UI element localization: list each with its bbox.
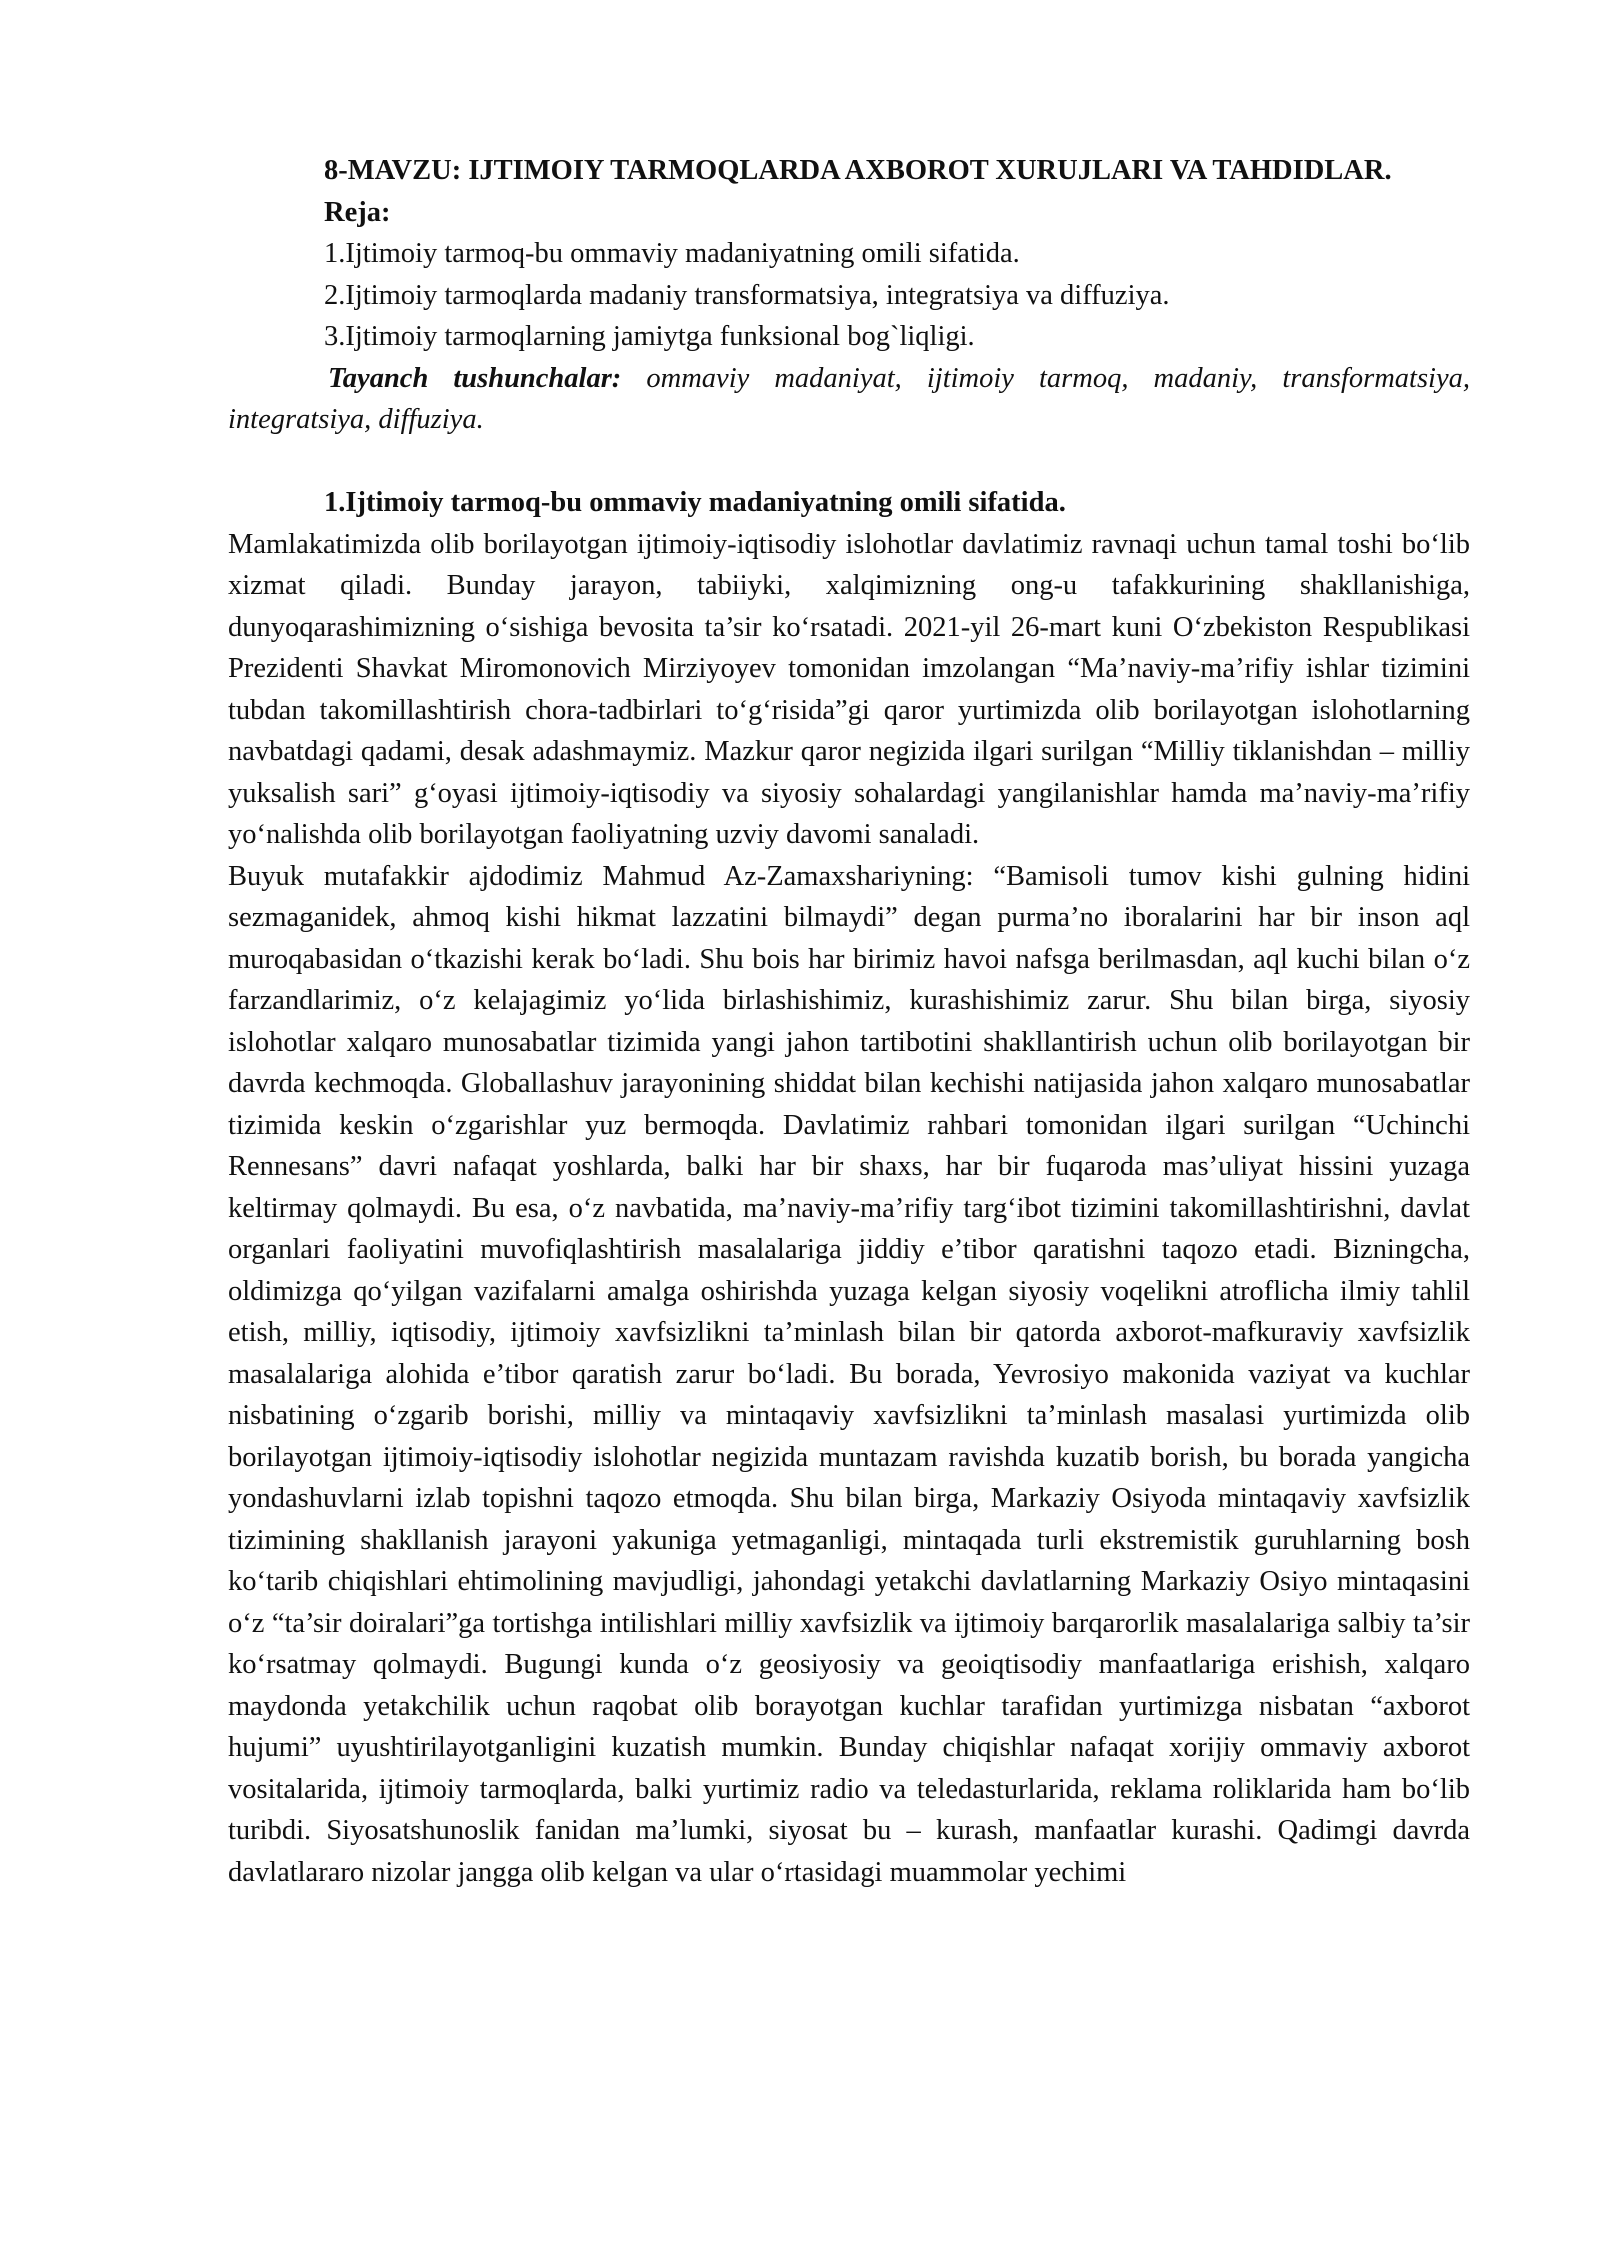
keywords-text: ommaviy madaniyat, ijtimoiy tarmoq, madaniy, transformatsiya, integratsiya, diffuziya. — [228, 362, 1470, 435]
paragraph-2: Buyuk mutafakkir ajdodimiz Mahmud Az-Zamaxshariyning: “Bamisoli tumov kishi gulning hidini sezmaganidek, ahmoq kishi hikmat lazzatini bilmaydi” degan purma’no iboralarini har bir inson aql muroqabasidan o‘tkazishi kerak bo‘ladi. Shu bois har birimiz havoi nafsga berilmasdan, aql kuchi bilan o‘z farzandlarimiz, o‘z kelajagimiz yo‘lida birlashishimiz, kurashishimiz zarur. Shu bilan birga, siyosiy islohotlar xalqaro munosabatlar tizimida yangi jahon tartibotini shakllantirish uchun olib borilayotgan bir davrda kechmoqda. Globallashuv jarayonining shiddat bilan kechishi natijasida jahon xalqaro munosabatlar tizimida keskin o‘zgarishlar yuz bermoqda. Davlatimiz rahbari tomonidan ilgari surilgan “Uchinchi Rennesans” davri nafaqat yoshlarda, balki har bir shaxs, har bir fuqaroda mas’uliyat hissini yuzaga keltirmay qolmaydi. Bu esa, o‘z navbatida, ma’naviy-ma’rifiy targ‘ibot tizimini takomillashtirishni, davlat organlari faoliyatini muvofiqlashtirish masalalariga jiddiy e’tibor qaratishni taqozo etadi. Bizningcha, oldimizga qo‘yilgan vazifalarni amalga oshirishda yuzaga kelgan siyosiy voqelikni atroflicha ilmiy tahlil etish, milliy, iqtisodiy, ijtimoiy xavfsizlikni ta’minlash bilan bir qatorda axborot-mafkuraviy xavfsizlik masalalariga alohida e’tibor qaratish zarur bo‘ladi. Bu borada, Yevrosiyo makonida vaziyat va kuchlar nisbatining o‘zgarib borishi, milliy va mintaqaviy xavfsizlikni ta’minlash masalasi yurtimizda olib borilayotgan ijtimoiy-iqtisodiy islohotlar negizida muntazam ravishda kuzatib borish, bu borada yangicha yondashuvlarni izlab topishni taqozo etmoqda. Shu bilan birga, Markaziy Osiyoda mintaqaviy xavfsizlik tizimining shakllanish jarayoni yakuniga yetmaganligi, mintaqada turli ekstremistik guruhlarning bosh ko‘tarib chiqishlari ehtimolining mavjudligi, jahondagi yetakchi davlatlarning Markaziy Osiyo mintaqasini o‘z “ta’sir doiralari”ga tortishga intilishlari milliy xavfsizlik va ijtimoiy barqarorlik masalalariga salbiy ta’sir ko‘rsatmay qolmaydi. Bugungi kunda o‘z geosiyosiy va geoiqtisodiy manfaatlariga erishish, xalqaro maydonda yetakchilik uchun raqobat olib borayotgan kuchlar tarafidan yurtimizga nisbatan “axborot hujumi” uyushtirilayotganligini kuzatish mumkin. Bunday chiqishlar nafaqat xorijiy ommaviy axborot vositalarida, ijtimoiy tarmoqlarda, balki yurtimiz radio va teledasturlarida, reklama roliklarida ham bo‘lib turibdi. Siyosatshunoslik fanidan ma’lumki, siyosat bu – kurash, manfaatlar kurashi. Qadimgi davrda davlatlararo nizolar jangga olib kelgan va ular o‘rtasidagi muammolar yechimi — [228, 860, 1470, 1888]
section-heading: 1.Ijtimoiy tarmoq-bu ommaviy madaniyatning omili sifatida. — [324, 487, 1066, 518]
keywords-line — [228, 358, 1470, 441]
plan-label: Reja: — [324, 196, 391, 228]
plan-item-3: 3.Ijtimoiy tarmoqlarning jamiytga funksional bog`liqligi. — [324, 321, 975, 352]
plan-item-2: 2.Ijtimoiy tarmoqlarda madaniy transformatsiya, integratsiya va diffuziya. — [324, 279, 1170, 311]
blank-line — [228, 441, 1470, 483]
keywords-label: Tayanch tushunchalar: — [328, 362, 622, 394]
plan-item-1: 1.Ijtimoiy tarmoq-bu ommaviy madaniyatning omili sifatida. — [324, 238, 1020, 269]
document-title: 8-MAVZU: IJTIMOIY TARMOQLARDA AXBOROT XURUJLARI VA TAHDIDLAR. — [324, 155, 1392, 186]
paragraph-1: Mamlakatimizda olib borilayotgan ijtimoiy-iqtisodiy islohotlar davlatimiz ravnaqi uchun tamal toshi bo‘lib xizmat qiladi. Bunday jarayon, tabiiyki, xalqimizning ong-u tafakkurining shakllanishiga, dunyoqarashimizning o‘sishiga bevosita ta’sir ko‘rsatadi. 2021-yil 26-mart kuni O‘zbekiston Respublikasi Prezidenti Shavkat Miromonovich Mirziyoyev tomonidan imzolangan “Ma’naviy-ma’rifiy ishlar tizimini tubdan takomillashtirish chora-tadbirlari to‘g‘risida”gi qaror yurtimizda olib borilayotgan islohotlarning navbatdagi qadami, desak adashmaymiz. Mazkur qaror negizida ilgari surilgan “Milliy tiklanishdan – milliy yuksalish sari” g‘oyasi ijtimoiy-iqtisodiy va siyosiy sohalardagi yangilanishlar hamda ma’naviy-ma’rifiy yo‘nalishda olib borilayotgan faoliyatning uzviy davomi sanaladi. — [228, 528, 1470, 850]
